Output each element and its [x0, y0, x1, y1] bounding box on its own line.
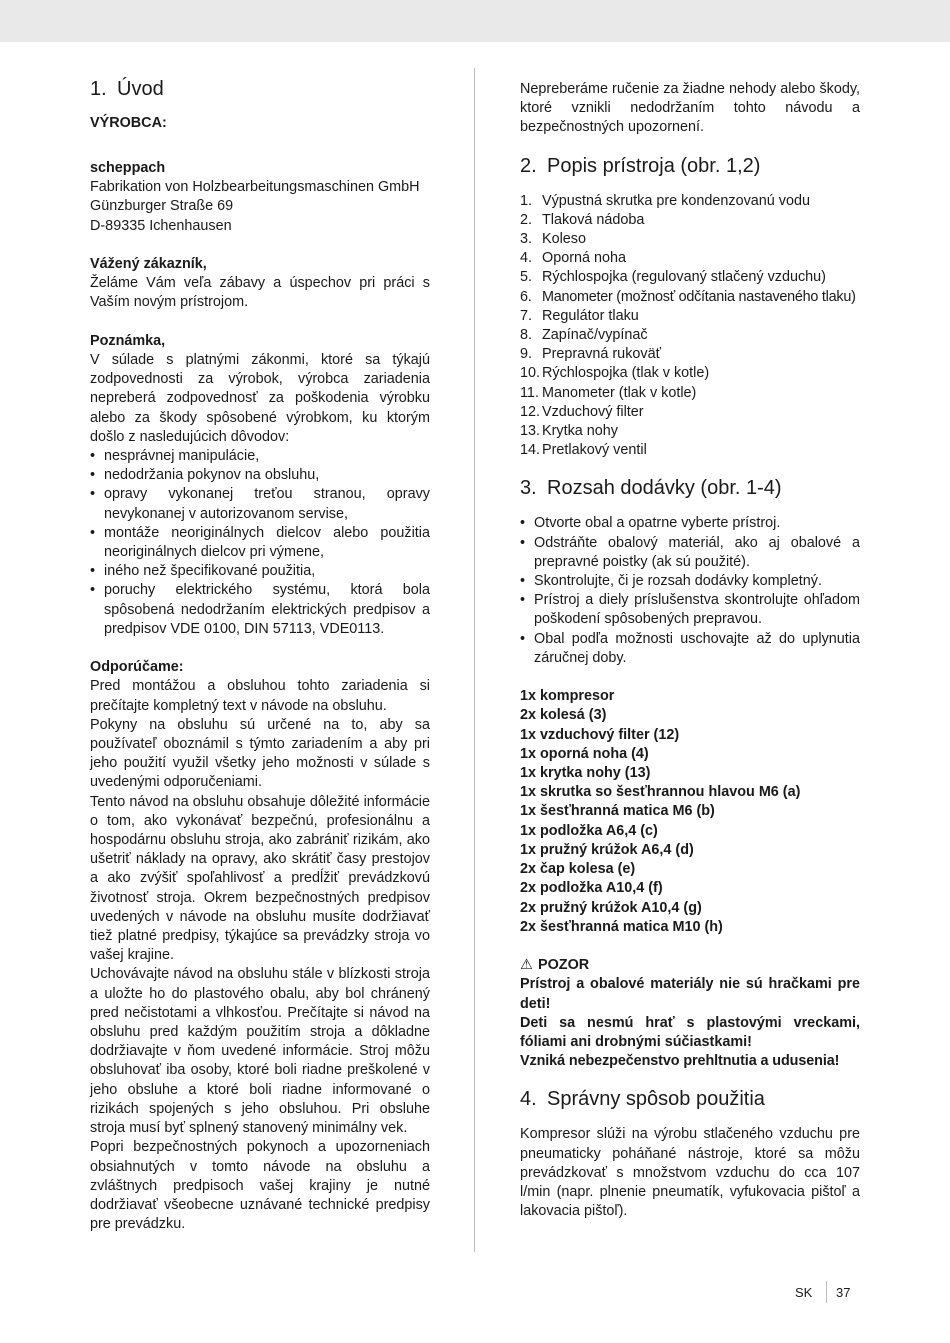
list-item: 14. Pretlakový ventil [520, 442, 647, 459]
paragraph: Pokyny na obsluhu sú určené na to, aby sa používateľ oboznámil s týmto zariadením a aby pri jeho použití využil všetky jeho možnosti v súlade s uvedenými odporučeniami. [90, 716, 430, 791]
warning-heading: ⚠ POZOR [520, 956, 860, 975]
note-list [90, 447, 430, 639]
note-text: V súlade s platnými zákonmi, ktoré sa týkajú zodpovednosti za výrobok, výrobca zariadenia nepreberá zodpovednosť za poškodenia výrobku alebo za škody spôsobené výrobkom, ku ktorým došlo z nasledujúcich dôvodov: [90, 351, 430, 445]
column-divider [474, 68, 475, 1252]
list-item: 3. Koleso [520, 231, 587, 248]
list-item: 1x podložka A6,4 (c) [520, 822, 658, 839]
list-item: 2x podložka A10,4 (f) [520, 880, 663, 897]
list-item: 1. Výpustná skrutka pre kondenzovanú vodu [520, 192, 810, 209]
section-2-heading: 2. Popis prístroja (obr. 1,2) [520, 154, 761, 177]
list-item: 6. Manometer (možnosť odčítania nastaveného tlaku) [520, 288, 856, 305]
warning-line: Deti sa nesmú hrať s plastovými vreckami, fóliami ani drobnými súčiastkami! [520, 1014, 860, 1050]
greeting-text: Želáme Vám veľa zábavy a úspechov pri práci s Vaším novým prístrojom. [90, 275, 430, 311]
list-item: • Skontrolujte, či je rozsah dodávky kompletný. [520, 572, 860, 591]
manufacturer-label: VÝROBCA: [90, 114, 167, 131]
list-item: 2. Tlaková nádoba [520, 211, 645, 228]
disclaimer-text: Nepreberáme ručenie za žiadne nehody alebo škody, ktoré vznikli nedodržaním tohto návodu a bezpečnostných upozornení. [520, 81, 860, 136]
paragraph: Tento návod na obsluhu obsahuje dôležité informácie o tom, ako vykonávať bezpečnú, profesionálnu a hospodárnu obsluhu stroja, ako zabrániť rizikám, ako ušetriť náklady na opravy, ako skrátiť časy prestojov a ako zvýšiť spoľahlivosť a predĺžiť prevádzkovú životnosť stroja. Okrem bezpečnostných predpisov uvedených v návode na obsluhu musíte dodržiavať tiež platné predpisy, týkajúce sa prevádzky stroja vo vašej krajine. [90, 793, 430, 964]
parts-list [520, 192, 860, 461]
list-item: 5. Rýchlospojka (regulovaný stlačený vzduchu) [520, 269, 826, 286]
section-1-heading: 1. Úvod [90, 78, 164, 100]
section-4-heading: 4. Správny spôsob použitia [520, 1088, 765, 1111]
note-label: Poznámka, [90, 332, 166, 349]
list-item: • opravy vykonanej treťou stranou, opravy nevykonanej v autorizovanom servise, [90, 485, 430, 523]
list-item: 1x kompresor [520, 688, 615, 705]
list-item: 1x krytka nohy (13) [520, 765, 651, 782]
list-item: • montáže neoriginálnych dielcov alebo použitia neoriginálnych dielcov pri výmene, [90, 524, 430, 562]
list-item: 4. Oporná noha [520, 250, 627, 267]
delivery-steps [520, 514, 860, 668]
brand-name: scheppach [90, 159, 166, 176]
list-item: • Odstráňte obalový materiál, ako aj obalové a prepravné poistky (ak sú použité). [520, 534, 860, 572]
contents-list [520, 687, 860, 937]
paragraph: Popri bezpečnostných pokynoch a upozorneniach obsiahnutých v tomto návode na obsluhu a zvláštnych predpisoch vašej krajiny je nutné dodržiavať všeobecne uznávané technické predpisy pre prevádzku. [90, 1139, 430, 1233]
list-item: 1x skrutka so šesťhrannou hlavou M6 (a) [520, 784, 801, 801]
list-item: • Otvorte obal a opatrne vyberte prístroj. [520, 514, 860, 533]
address-line: Günzburger Straße 69 [90, 198, 234, 215]
warning-icon: ⚠ [520, 957, 533, 974]
list-item: 11. Manometer (tlak v kotle) [520, 384, 697, 401]
address-line: Fabrikation von Holzbearbeitungsmaschinen GmbH [90, 179, 420, 196]
list-item: 1x vzduchový filter (12) [520, 726, 680, 743]
recommend-label: Odporúčame: [90, 659, 184, 676]
list-item: 8. Zapínač/vypínač [520, 327, 648, 344]
list-item: • nesprávnej manipulácie, [90, 447, 430, 466]
paragraph: Uchovávajte návod na obsluhu stále v blízkosti stroja a uložte ho do plastového obalu, aby bol chránený pred nečistotami a vlhkosťou. Prečítajte si návod na obsluhu pred každým použitím stroja a dôkladne dodržiavajte v ňom uvedené informácie. Stroj môžu obsluhovať iba osoby, ktoré boli riadne preškolené v jeho obsluhe a ktoré boli riadne informované o rizikách spojených s jeho obsluhou. Pri obsluhe stroja musí byť splnený stanovený minimálny vek. [90, 966, 430, 1137]
list-item: 2x pružný krúžok A10,4 (g) [520, 899, 702, 916]
list-item: • Prístroj a diely príslušenstva skontrolujte ohľadom poškodení spôsobených prepravou. [520, 591, 860, 629]
page-number: 37 [836, 1285, 851, 1300]
greeting-label: Vážený zákazník, [90, 255, 207, 272]
right-column [520, 80, 860, 1221]
list-item: 9. Prepravná rukoväť [520, 346, 661, 363]
list-item: • iného než špecifikované použitia, [90, 562, 430, 581]
list-item: 1x šesťhranná matica M6 (b) [520, 803, 715, 820]
paragraph: Pred montážou a obsluhou tohto zariadenia si prečítajte kompletný text v návode na obsluhu. [90, 678, 430, 714]
list-item: 12. Vzduchový filter [520, 403, 644, 420]
list-item: 1x pružný krúžok A6,4 (d) [520, 841, 694, 858]
top-bar [0, 0, 950, 42]
list-item: 7. Regulátor tlaku [520, 307, 639, 324]
warning-line: Prístroj a obalové materiály nie sú hračkami pre deti! [520, 976, 860, 1012]
list-item: 13. Krytka nohy [520, 423, 618, 440]
list-item: 2x čap kolesa (e) [520, 861, 636, 878]
list-item: 2x šesťhranná matica M10 (h) [520, 918, 723, 935]
section-3-heading: 3. Rozsah dodávky (obr. 1-4) [520, 477, 782, 500]
list-item: • Obal podľa možnosti uschovajte až do uplynutia záručnej doby. [520, 630, 860, 668]
usage-text: Kompresor slúži na výrobu stlačeného vzduchu pre pneumaticky poháňané nástroje, ktoré sa môžu prevádzkovať s množstvom vzduchu do cca 107 l/min (napr. plnenie pneumatík, vyfukovacia pištoľ a lakovacia pištoľ). [520, 1126, 860, 1220]
footer-divider [826, 1281, 827, 1303]
address-line: D-89335 Ichenhausen [90, 217, 232, 234]
list-item: 2x kolesá (3) [520, 707, 607, 724]
warning-line: Vzniká nebezpečenstvo prehltnutia a udusenia! [520, 1053, 840, 1070]
page-footer [790, 1283, 860, 1301]
language-code: SK [795, 1285, 813, 1300]
list-item: 1x oporná noha (4) [520, 745, 649, 762]
list-item: • poruchy elektrického systému, ktorá bola spôsobená nedodržaním elektrických predpisov a predpisov VDE 0100, DIN 57113, VDE0113. [90, 581, 430, 639]
list-item: 10. Rýchlospojka (tlak v kotle) [520, 365, 710, 382]
left-column [90, 72, 430, 1234]
list-item: • nedodržania pokynov na obsluhu, [90, 466, 430, 485]
